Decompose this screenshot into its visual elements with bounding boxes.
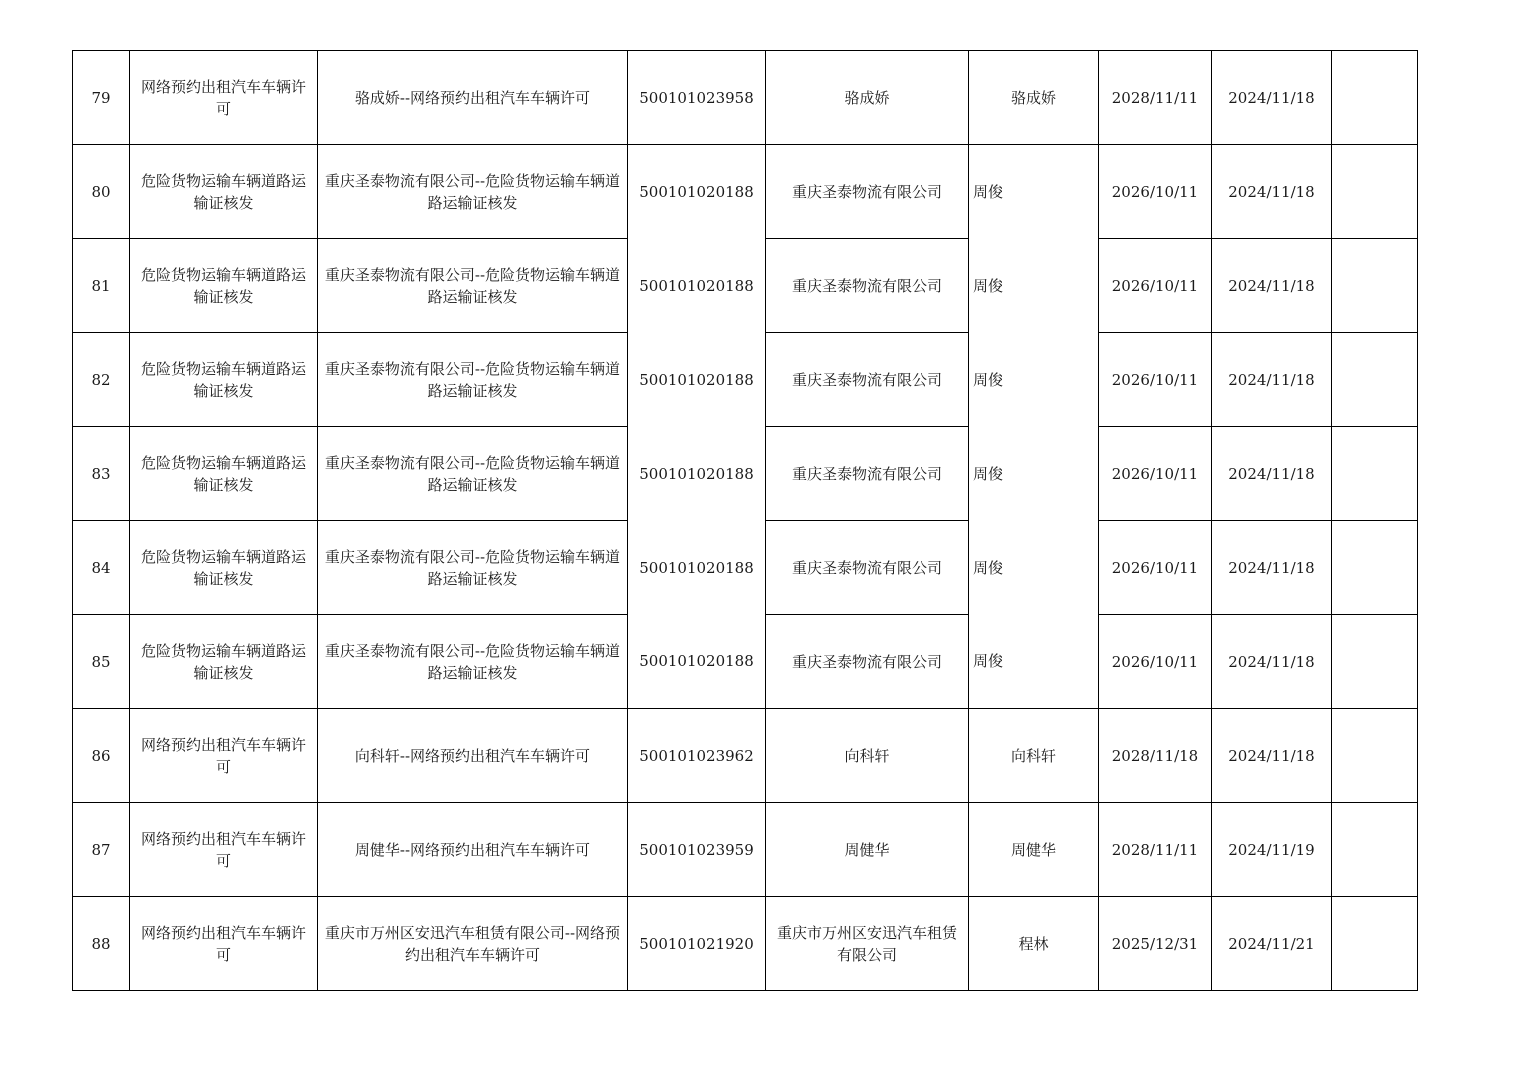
cell-legal-person: 程林 — [969, 897, 1099, 991]
cell-issue-date: 2024/11/19 — [1212, 803, 1332, 897]
cell-permit-item: 危险货物运输车辆道路运输证核发 — [130, 615, 318, 709]
cell-permit-item: 危险货物运输车辆道路运输证核发 — [130, 145, 318, 239]
cell-holder: 重庆圣泰物流有限公司 — [766, 145, 969, 239]
table-row — [73, 521, 1418, 615]
cell-legal-person: 周俊 — [969, 427, 1099, 521]
cell-expiry-date: 2028/11/18 — [1099, 709, 1212, 803]
cell-permit-code: 500101020188 — [628, 239, 766, 333]
cell-permit-code: 500101021920 — [628, 897, 766, 991]
cell-permit-name: 骆成娇--网络预约出租汽车车辆许可 — [318, 51, 628, 145]
cell-legal-person: 周俊 — [969, 239, 1099, 333]
cell-holder: 骆成娇 — [766, 51, 969, 145]
cell-permit-code: 500101023959 — [628, 803, 766, 897]
cell-issue-date: 2024/11/18 — [1212, 51, 1332, 145]
cell-permit-name: 重庆圣泰物流有限公司--危险货物运输车辆道路运输证核发 — [318, 333, 628, 427]
cell-permit-name: 重庆圣泰物流有限公司--危险货物运输车辆道路运输证核发 — [318, 427, 628, 521]
cell-expiry-date: 2026/10/11 — [1099, 427, 1212, 521]
cell-holder: 重庆圣泰物流有限公司 — [766, 333, 969, 427]
cell-expiry-date: 2026/10/11 — [1099, 239, 1212, 333]
cell-permit-code: 500101023958 — [628, 51, 766, 145]
cell-legal-person: 骆成娇 — [969, 51, 1099, 145]
cell-row-number: 88 — [73, 897, 130, 991]
cell-issue-date: 2024/11/18 — [1212, 427, 1332, 521]
cell-row-number: 79 — [73, 51, 130, 145]
cell-issue-date: 2024/11/18 — [1212, 521, 1332, 615]
cell-permit-item: 危险货物运输车辆道路运输证核发 — [130, 239, 318, 333]
cell-permit-name: 重庆圣泰物流有限公司--危险货物运输车辆道路运输证核发 — [318, 521, 628, 615]
cell-holder: 向科轩 — [766, 709, 969, 803]
cell-row-number: 82 — [73, 333, 130, 427]
cell-issue-date: 2024/11/21 — [1212, 897, 1332, 991]
cell-expiry-date: 2025/12/31 — [1099, 897, 1212, 991]
table-row — [73, 333, 1418, 427]
cell-expiry-date: 2026/10/11 — [1099, 615, 1212, 709]
cell-holder: 重庆圣泰物流有限公司 — [766, 427, 969, 521]
cell-permit-code: 500101020188 — [628, 521, 766, 615]
cell-permit-code: 500101023962 — [628, 709, 766, 803]
cell-row-number: 83 — [73, 427, 130, 521]
cell-holder: 重庆圣泰物流有限公司 — [766, 615, 969, 709]
cell-expiry-date: 2028/11/11 — [1099, 803, 1212, 897]
cell-note — [1332, 709, 1418, 803]
cell-permit-code: 500101020188 — [628, 427, 766, 521]
cell-permit-item: 网络预约出租汽车车辆许可 — [130, 709, 318, 803]
cell-note — [1332, 333, 1418, 427]
cell-expiry-date: 2026/10/11 — [1099, 145, 1212, 239]
cell-permit-name: 重庆圣泰物流有限公司--危险货物运输车辆道路运输证核发 — [318, 239, 628, 333]
cell-holder: 重庆圣泰物流有限公司 — [766, 239, 969, 333]
cell-row-number: 84 — [73, 521, 130, 615]
cell-issue-date: 2024/11/18 — [1212, 333, 1332, 427]
cell-expiry-date: 2028/11/11 — [1099, 51, 1212, 145]
cell-note — [1332, 615, 1418, 709]
table-row — [73, 803, 1418, 897]
cell-permit-code: 500101020188 — [628, 333, 766, 427]
cell-note — [1332, 239, 1418, 333]
table-row — [73, 615, 1418, 709]
cell-legal-person: 周健华 — [969, 803, 1099, 897]
cell-permit-name: 重庆圣泰物流有限公司--危险货物运输车辆道路运输证核发 — [318, 145, 628, 239]
cell-issue-date: 2024/11/18 — [1212, 239, 1332, 333]
cell-legal-person: 向科轩 — [969, 709, 1099, 803]
cell-legal-person: 周俊 — [969, 333, 1099, 427]
cell-note — [1332, 521, 1418, 615]
cell-holder: 重庆市万州区安迅汽车租赁有限公司 — [766, 897, 969, 991]
cell-note — [1332, 897, 1418, 991]
cell-note — [1332, 51, 1418, 145]
cell-permit-item: 网络预约出租汽车车辆许可 — [130, 803, 318, 897]
cell-expiry-date: 2026/10/11 — [1099, 521, 1212, 615]
cell-expiry-date: 2026/10/11 — [1099, 333, 1212, 427]
cell-permit-name: 重庆市万州区安迅汽车租赁有限公司--网络预约出租汽车车辆许可 — [318, 897, 628, 991]
cell-permit-code: 500101020188 — [628, 615, 766, 709]
cell-row-number: 85 — [73, 615, 130, 709]
cell-holder: 周健华 — [766, 803, 969, 897]
cell-row-number: 87 — [73, 803, 130, 897]
cell-issue-date: 2024/11/18 — [1212, 615, 1332, 709]
cell-permit-item: 危险货物运输车辆道路运输证核发 — [130, 521, 318, 615]
cell-permit-name: 重庆圣泰物流有限公司--危险货物运输车辆道路运输证核发 — [318, 615, 628, 709]
table-row — [73, 51, 1418, 145]
cell-issue-date: 2024/11/18 — [1212, 145, 1332, 239]
cell-permit-item: 危险货物运输车辆道路运输证核发 — [130, 427, 318, 521]
cell-row-number: 86 — [73, 709, 130, 803]
cell-row-number: 80 — [73, 145, 130, 239]
table-row — [73, 427, 1418, 521]
cell-permit-item: 危险货物运输车辆道路运输证核发 — [130, 333, 318, 427]
cell-holder: 重庆圣泰物流有限公司 — [766, 521, 969, 615]
cell-legal-person: 周俊 — [969, 615, 1099, 709]
cell-note — [1332, 145, 1418, 239]
cell-note — [1332, 803, 1418, 897]
table-row — [73, 145, 1418, 239]
cell-permit-name: 向科轩--网络预约出租汽车车辆许可 — [318, 709, 628, 803]
cell-note — [1332, 427, 1418, 521]
cell-legal-person: 周俊 — [969, 145, 1099, 239]
permit-table — [72, 50, 1418, 991]
table-row — [73, 709, 1418, 803]
table-row — [73, 897, 1418, 991]
cell-permit-item: 网络预约出租汽车车辆许可 — [130, 51, 318, 145]
cell-permit-name: 周健华--网络预约出租汽车车辆许可 — [318, 803, 628, 897]
table-row — [73, 239, 1418, 333]
cell-permit-code: 500101020188 — [628, 145, 766, 239]
cell-legal-person: 周俊 — [969, 521, 1099, 615]
cell-issue-date: 2024/11/18 — [1212, 709, 1332, 803]
cell-permit-item: 网络预约出租汽车车辆许可 — [130, 897, 318, 991]
cell-row-number: 81 — [73, 239, 130, 333]
